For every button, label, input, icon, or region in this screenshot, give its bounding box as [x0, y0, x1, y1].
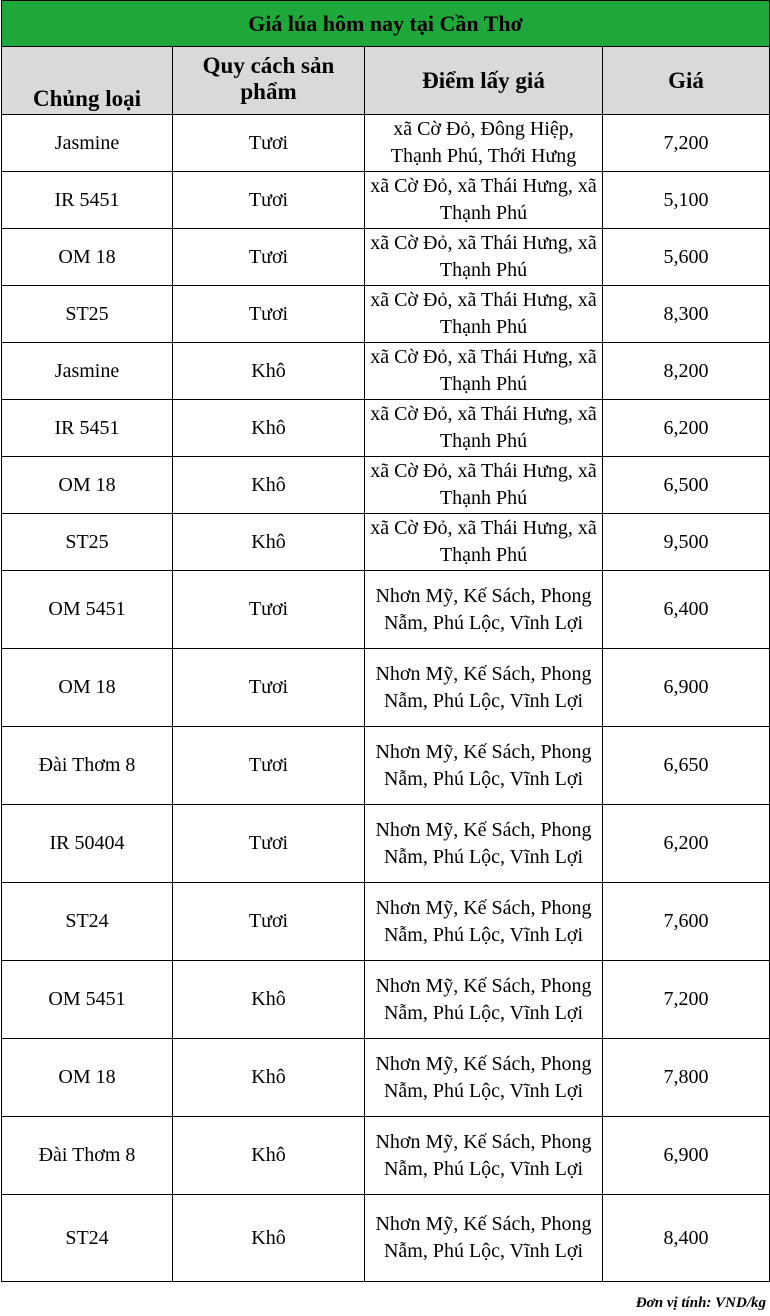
row-type-cell: IR 5451 — [2, 400, 173, 457]
row-location-cell: Nhơn Mỹ, Kế Sách, Phong Nẫm, Phú Lộc, Vĩnh Lợi — [365, 571, 603, 649]
table-body — [2, 115, 770, 1282]
column-header-type: Chủng loại — [2, 47, 173, 115]
row-price-cell: 6,200 — [603, 400, 770, 457]
row-spec-cell: Khô — [173, 1039, 365, 1117]
row-type-cell: ST24 — [2, 1195, 173, 1282]
table-row — [2, 457, 770, 514]
row-type-cell: Đài Thơm 8 — [2, 727, 173, 805]
row-type-cell: OM 18 — [2, 649, 173, 727]
row-spec-cell: Tươi — [173, 805, 365, 883]
row-price-cell: 6,200 — [603, 805, 770, 883]
row-spec-cell: Khô — [173, 961, 365, 1039]
row-location-cell: Nhơn Mỹ, Kế Sách, Phong Nẫm, Phú Lộc, Vĩnh Lợi — [365, 805, 603, 883]
table-row — [2, 1195, 770, 1282]
column-header-row — [2, 47, 770, 115]
row-type-cell: ST25 — [2, 286, 173, 343]
row-type-cell: OM 18 — [2, 457, 173, 514]
table-row — [2, 649, 770, 727]
row-location-cell: Nhơn Mỹ, Kế Sách, Phong Nẫm, Phú Lộc, Vĩnh Lợi — [365, 727, 603, 805]
row-price-cell: 8,400 — [603, 1195, 770, 1282]
row-location-cell: xã Cờ Đỏ, xã Thái Hưng, xã Thạnh Phú — [365, 400, 603, 457]
row-price-cell: 7,800 — [603, 1039, 770, 1117]
row-spec-cell: Khô — [173, 1195, 365, 1282]
table-row — [2, 400, 770, 457]
table-row — [2, 727, 770, 805]
row-location-cell: xã Cờ Đỏ, xã Thái Hưng, xã Thạnh Phú — [365, 514, 603, 571]
row-spec-cell: Khô — [173, 514, 365, 571]
row-type-cell: IR 5451 — [2, 172, 173, 229]
row-location-cell: xã Cờ Đỏ, Đông Hiệp, Thạnh Phú, Thới Hưng — [365, 115, 603, 172]
table-row — [2, 229, 770, 286]
table-row — [2, 571, 770, 649]
row-location-cell: xã Cờ Đỏ, xã Thái Hưng, xã Thạnh Phú — [365, 343, 603, 400]
row-price-cell: 5,600 — [603, 229, 770, 286]
row-price-cell: 6,400 — [603, 571, 770, 649]
column-header-location: Điểm lấy giá — [365, 47, 603, 115]
row-type-cell: IR 50404 — [2, 805, 173, 883]
row-type-cell: OM 5451 — [2, 961, 173, 1039]
row-location-cell: Nhơn Mỹ, Kế Sách, Phong Nẫm, Phú Lộc, Vĩnh Lợi — [365, 1117, 603, 1195]
row-type-cell: ST25 — [2, 514, 173, 571]
row-type-cell: Jasmine — [2, 343, 173, 400]
row-location-cell: xã Cờ Đỏ, xã Thái Hưng, xã Thạnh Phú — [365, 457, 603, 514]
row-type-cell: OM 5451 — [2, 571, 173, 649]
row-price-cell: 8,200 — [603, 343, 770, 400]
row-location-cell: Nhơn Mỹ, Kế Sách, Phong Nẫm, Phú Lộc, Vĩnh Lợi — [365, 883, 603, 961]
table-row — [2, 961, 770, 1039]
column-header-price: Giá — [603, 47, 770, 115]
row-type-cell: OM 18 — [2, 229, 173, 286]
row-location-cell: Nhơn Mỹ, Kế Sách, Phong Nẫm, Phú Lộc, Vĩnh Lợi — [365, 1039, 603, 1117]
table-row — [2, 1117, 770, 1195]
row-type-cell: Đài Thơm 8 — [2, 1117, 173, 1195]
row-spec-cell: Khô — [173, 343, 365, 400]
row-price-cell: 7,200 — [603, 961, 770, 1039]
unit-footnote: Đơn vị tính: VND/kg — [635, 1295, 766, 1311]
row-location-cell: Nhơn Mỹ, Kế Sách, Phong Nẫm, Phú Lộc, Vĩnh Lợi — [365, 1195, 603, 1282]
row-price-cell: 6,900 — [603, 1117, 770, 1195]
table-row — [2, 1039, 770, 1117]
table-row — [2, 883, 770, 961]
table-row — [2, 514, 770, 571]
row-spec-cell: Tươi — [173, 727, 365, 805]
row-spec-cell: Tươi — [173, 649, 365, 727]
row-location-cell: Nhơn Mỹ, Kế Sách, Phong Nẫm, Phú Lộc, Vĩnh Lợi — [365, 961, 603, 1039]
table-row — [2, 115, 770, 172]
row-spec-cell: Tươi — [173, 571, 365, 649]
rice-price-table — [1, 0, 770, 1282]
row-price-cell: 9,500 — [603, 514, 770, 571]
row-price-cell: 5,100 — [603, 172, 770, 229]
table-row — [2, 286, 770, 343]
row-spec-cell: Khô — [173, 457, 365, 514]
row-price-cell: 8,300 — [603, 286, 770, 343]
table-row — [2, 172, 770, 229]
row-price-cell: 6,900 — [603, 649, 770, 727]
row-spec-cell: Tươi — [173, 286, 365, 343]
row-spec-cell: Khô — [173, 1117, 365, 1195]
table-row — [2, 805, 770, 883]
row-location-cell: Nhơn Mỹ, Kế Sách, Phong Nẫm, Phú Lộc, Vĩnh Lợi — [365, 649, 603, 727]
row-spec-cell: Tươi — [173, 115, 365, 172]
row-spec-cell: Khô — [173, 400, 365, 457]
row-price-cell: 6,500 — [603, 457, 770, 514]
row-spec-cell: Tươi — [173, 883, 365, 961]
row-location-cell: xã Cờ Đỏ, xã Thái Hưng, xã Thạnh Phú — [365, 172, 603, 229]
row-price-cell: 7,600 — [603, 883, 770, 961]
row-type-cell: ST24 — [2, 883, 173, 961]
row-location-cell: xã Cờ Đỏ, xã Thái Hưng, xã Thạnh Phú — [365, 229, 603, 286]
table-title: Giá lúa hôm nay tại Cần Thơ — [2, 1, 770, 47]
column-header-spec: Quy cách sản phẩm — [173, 47, 365, 115]
row-spec-cell: Tươi — [173, 172, 365, 229]
row-price-cell: 7,200 — [603, 115, 770, 172]
row-location-cell: xã Cờ Đỏ, xã Thái Hưng, xã Thạnh Phú — [365, 286, 603, 343]
row-type-cell: Jasmine — [2, 115, 173, 172]
row-spec-cell: Tươi — [173, 229, 365, 286]
row-type-cell: OM 18 — [2, 1039, 173, 1117]
table-row — [2, 343, 770, 400]
row-price-cell: 6,650 — [603, 727, 770, 805]
